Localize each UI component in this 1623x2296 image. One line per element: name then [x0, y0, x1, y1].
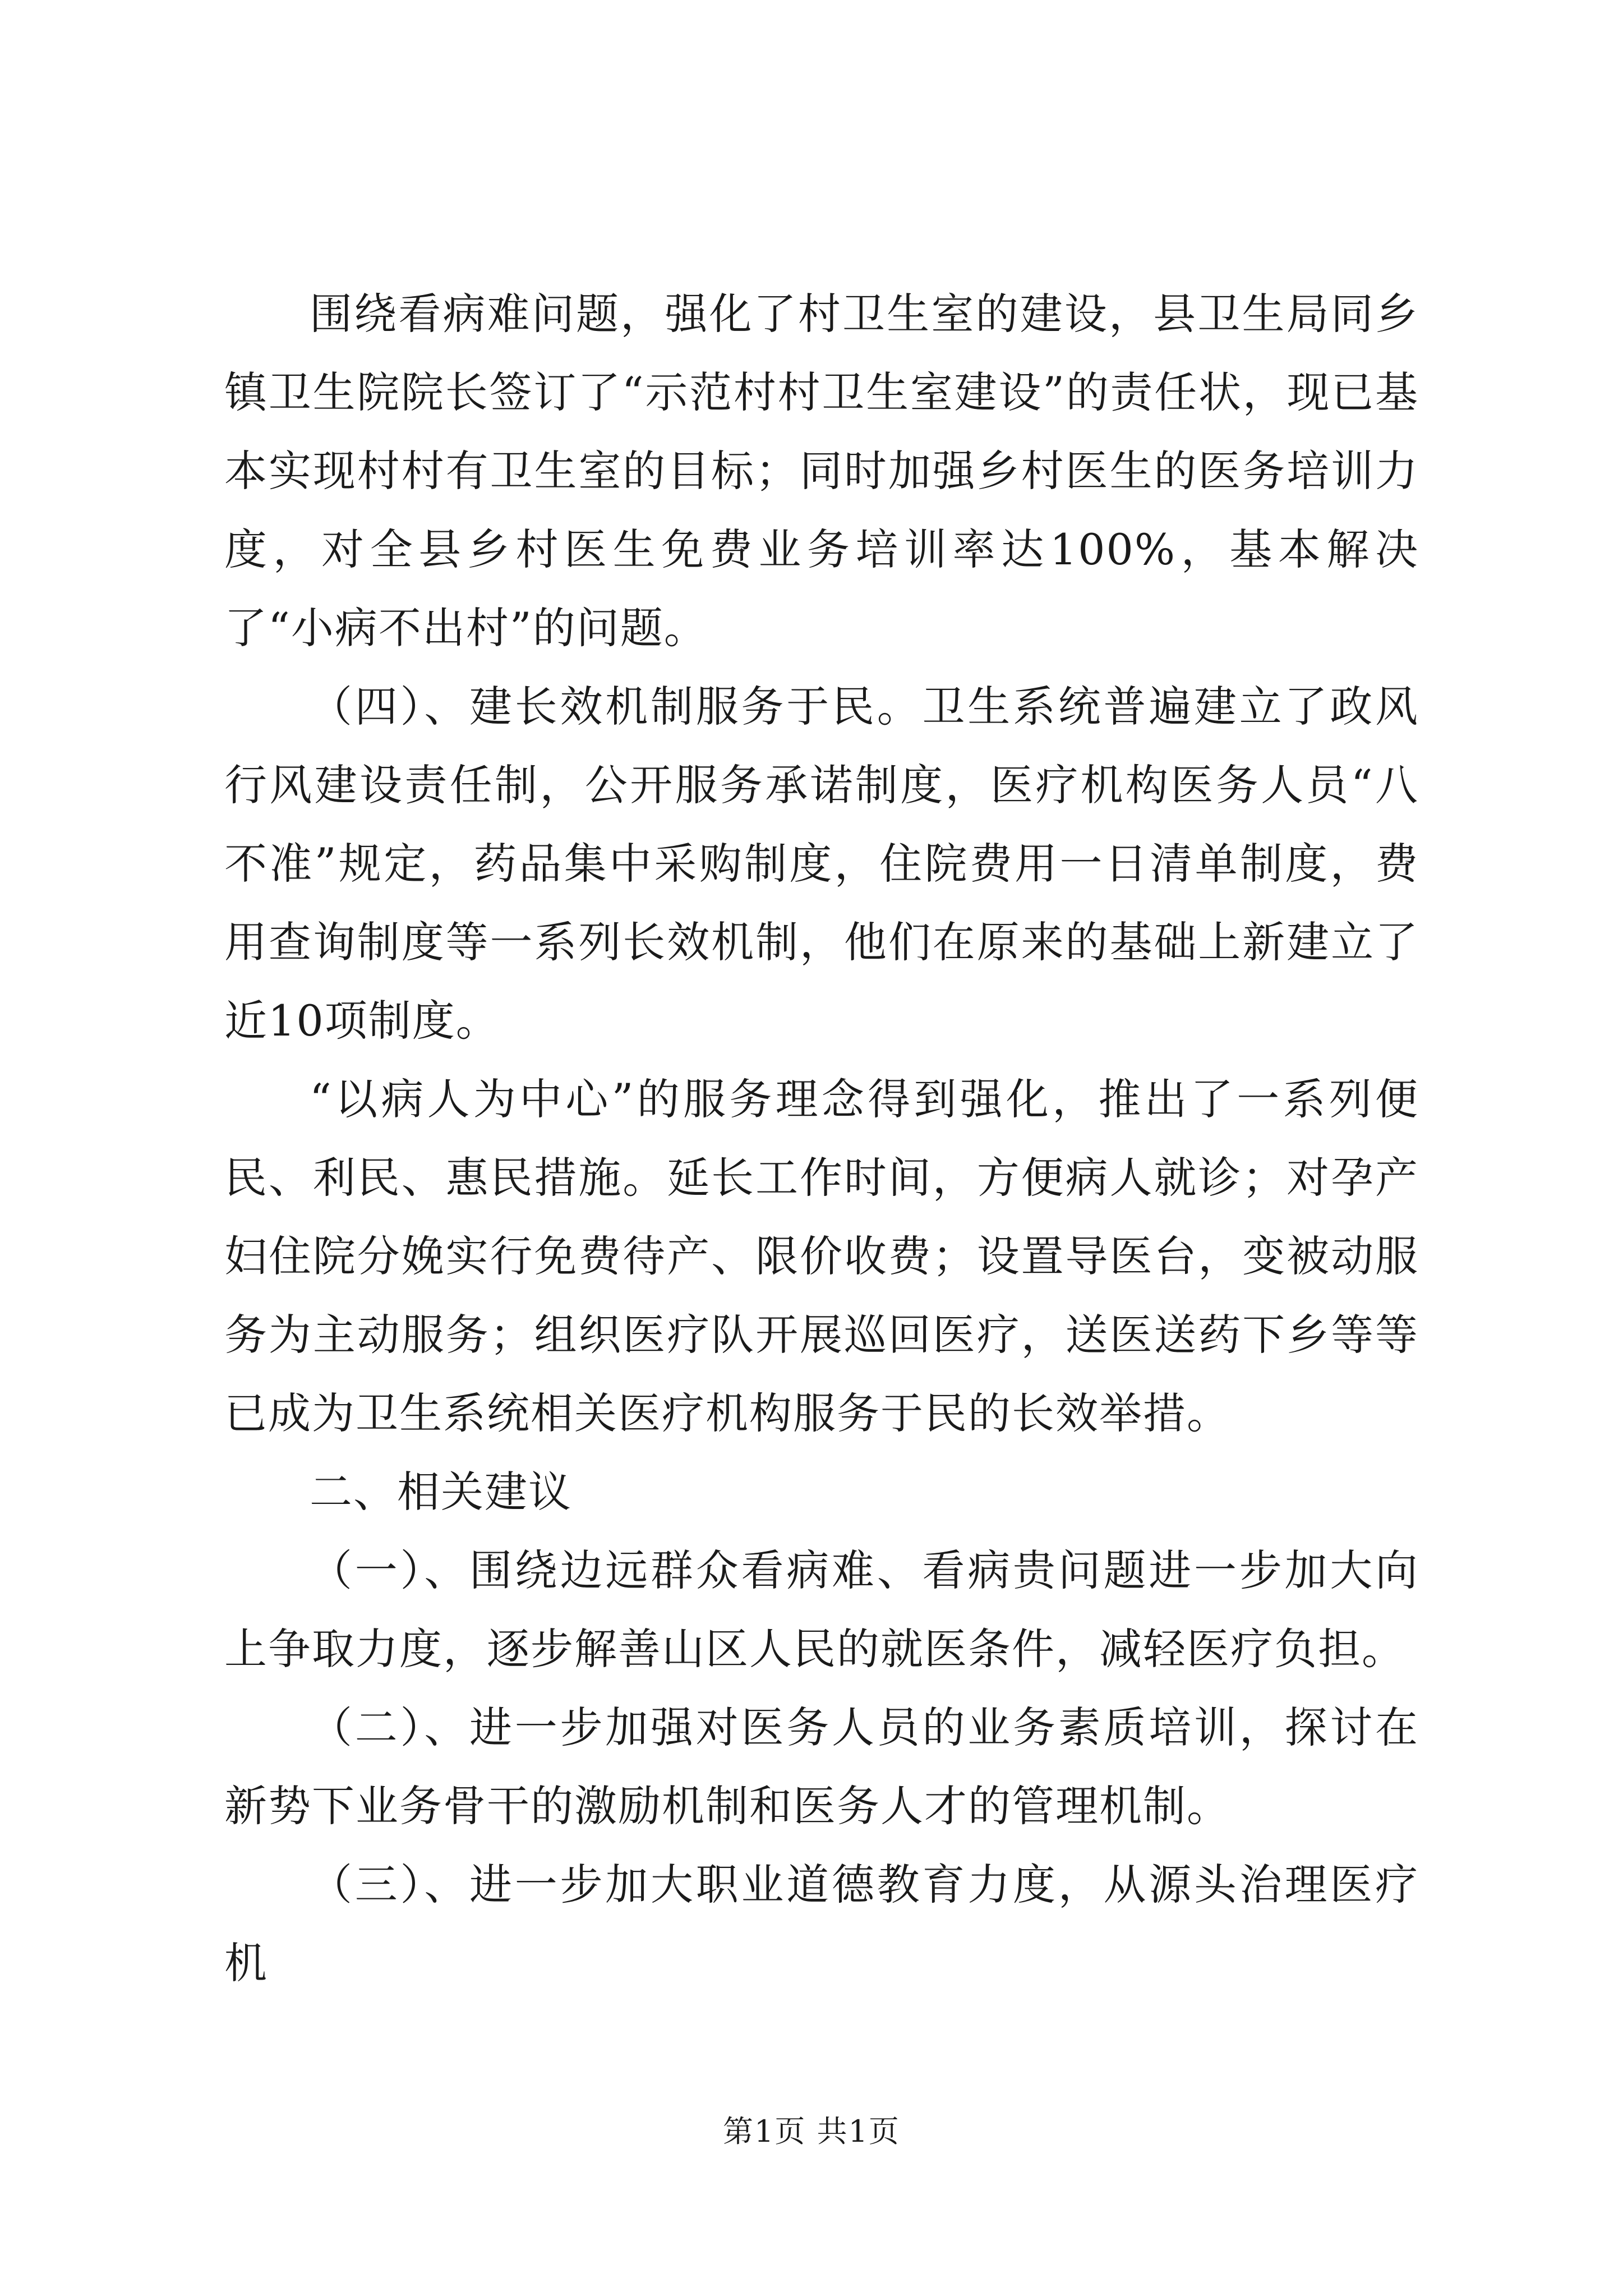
section-heading: 二、相关建议 — [310, 1467, 572, 1517]
paragraph: 围绕看病难问题，强化了村卫生室的建设，县卫生局同乡镇卫生院院长签订了“示范村村卫生室建设”的责任状，现已基本实现村村有卫生室的目标；同时加强乡村医生的医务培训力度，对全县乡村医生免费业务培训率达100%，基本解决了“小病不出村”的问题。 — [224, 289, 1419, 653]
paragraph: （四）、建长效机制服务于民。卫生系统普遍建立了政风行风建设责任制，公开服务承诺制度，医疗机构医务人员“八不准”规定，药品集中采购制度，住院费用一日清单制度，费用查询制度等一系列长效机制，他们在原来的基础上新建立了近10项制度。 — [224, 682, 1419, 1046]
document-body — [224, 275, 1419, 2003]
suggestion-paragraph: （一）、围绕边远群众看病难、看病贵问题进一步加大向上争取力度，逐步解善山区人民的就医条件，减轻医疗负担。 — [224, 1545, 1419, 1674]
paragraph: “以病人为中心”的服务理念得到强化，推出了一系列便民、利民、惠民措施。延长工作时间，方便病人就诊；对孕产妇住院分娩实行免费待产、限价收费；设置导医台，变被动服务为主动服务；组织医疗队开展巡回医疗，送医送药下乡等等已成为卫生系统相关医疗机构服务于民的长效举措。 — [224, 1074, 1419, 1438]
suggestion-paragraph: （二）、进一步加强对医务人员的业务素质培训，探讨在新势下业务骨干的激励机制和医务人才的管理机制。 — [224, 1703, 1419, 1831]
suggestion-paragraph: （三）、进一步加大职业道德教育力度，从源头治理医疗机 — [224, 1860, 1419, 1988]
page-footer: 第1页 共1页 — [723, 2114, 900, 2149]
